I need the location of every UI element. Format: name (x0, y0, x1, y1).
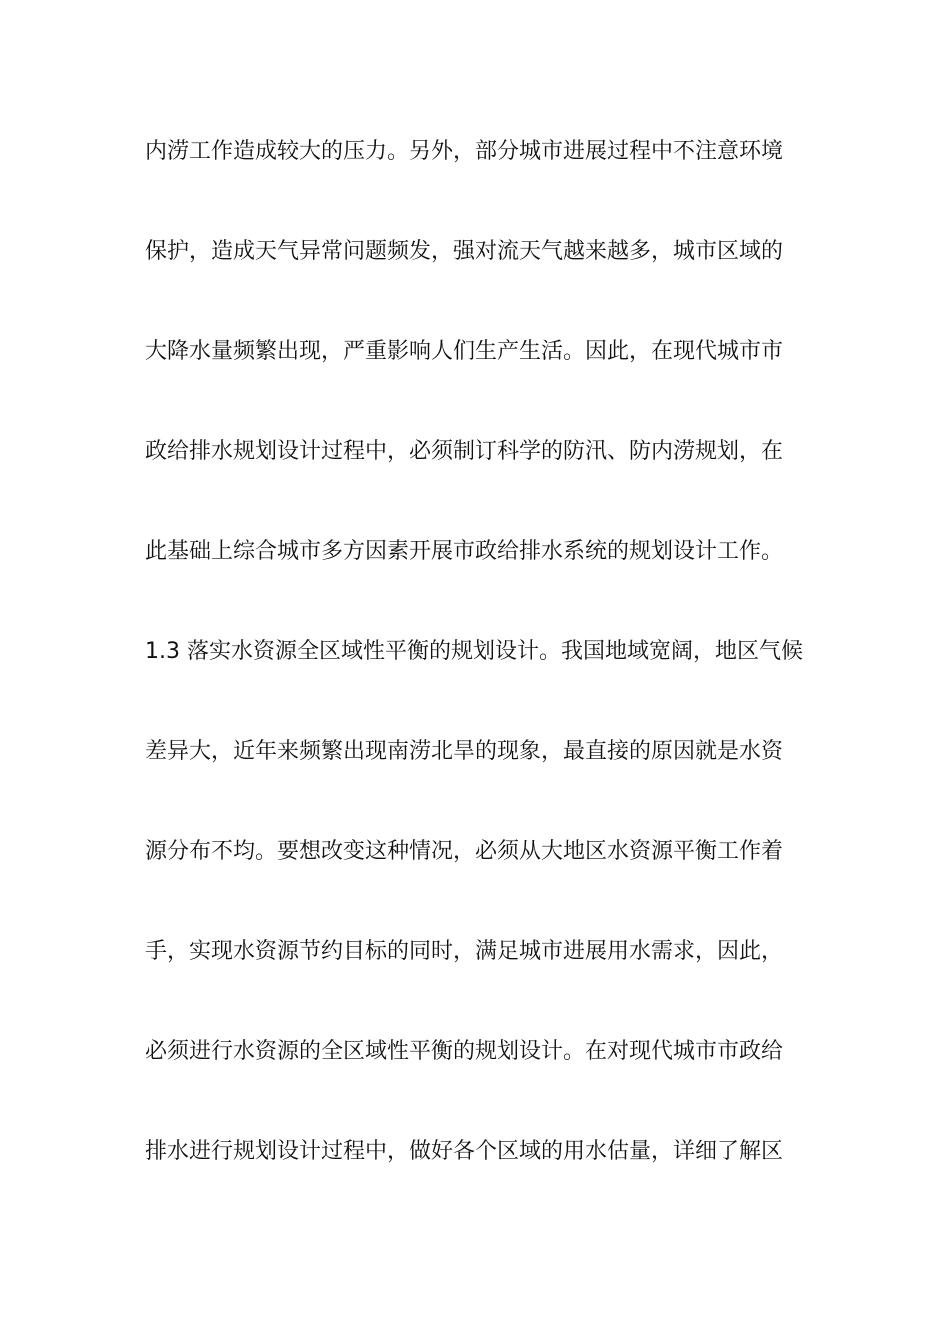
text-line-8: 源分布不均。要想改变这种情况，必须从大地区水资源平衡工作着 (145, 839, 784, 864)
body-text (145, 130, 825, 1230)
text-line-10: 必须进行水资源的全区域性平衡的规划设计。在对现代城市市政给 (145, 1039, 784, 1064)
text-line-1: 内涝工作造成较大的压力。另外，部分城市进展过程中不注意环境 (145, 139, 784, 164)
text-line-4: 政给排水规划设计过程中，必须制订科学的防汛、防内涝规划，在 (145, 439, 784, 464)
text-line-3: 大降水量频繁出现，严重影响人们生产生活。因此，在现代城市市 (145, 339, 784, 364)
text-line-5: 此基础上综合城市多方因素开展市政给排水系统的规划设计工作。 (145, 539, 784, 564)
text-line-6: 1.3 落实水资源全区域性平衡的规划设计。我国地域宽阔，地区气候 (145, 639, 803, 664)
text-line-7: 差异大，近年来频繁出现南涝北旱的现象，最直接的原因就是水资 (145, 739, 784, 764)
text-line-11: 排水进行规划设计过程中，做好各个区域的用水估量，详细了解区 (145, 1139, 784, 1164)
text-line-2: 保护，造成天气异常问题频发，强对流天气越来越多，城市区域的 (145, 239, 784, 264)
text-line-9: 手，实现水资源节约目标的同时，满足城市进展用水需求，因此， (145, 939, 784, 964)
